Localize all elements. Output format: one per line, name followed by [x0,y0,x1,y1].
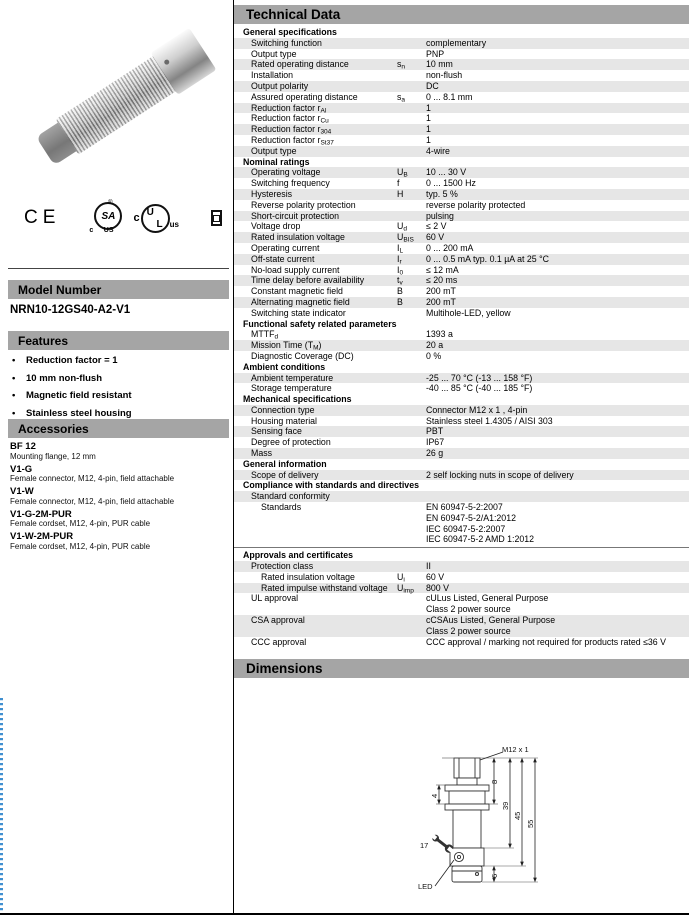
spec-symbol: $s_a$ [397,91,406,104]
spec-symbol [397,502,426,545]
spec-value: 1 [426,102,431,113]
spec-symbol [397,200,426,211]
spec-row [234,92,689,103]
spec-value: 0 ... 200 mA [426,242,474,253]
section-divider-line [234,547,689,548]
spec-row [234,502,689,545]
spec-value: ≤ 2 V [426,221,447,232]
spec-row [234,351,689,362]
accessories-list [10,442,228,555]
spec-symbol: $s_n$ [397,59,406,71]
spec-row [234,254,689,265]
spec-symbol: $t_v$ [397,275,403,287]
spec-row [234,426,689,437]
spec-label: Switching frequency [251,178,330,189]
spec-row [234,583,689,594]
dim-4: 4 [430,793,439,798]
spec-value: PBT [426,426,444,437]
accessory-desc: Female cordset, M12, 4-pin, PUR cable [10,519,151,528]
thread-size-label: M12 x 1 [502,745,529,754]
bullet-icon: • [12,390,16,401]
accessory-desc: Female cordset, M12, 4-pin, PUR cable [10,541,151,551]
spec-label: Storage temperature [251,383,332,394]
spec-row [234,146,689,157]
accessory-desc: Female connector, M12, 4-pin, field attachable [10,474,175,483]
spec-symbol: H [397,188,404,199]
dimensions-header: Dimensions [234,659,689,678]
feature-item [12,390,227,401]
spec-label: Assured operating distance [251,91,358,102]
model-number-header: Model Number [8,280,229,299]
accessory-name: V1-W [10,486,34,497]
dim-8: 8 [490,779,499,784]
spec-symbol [397,373,426,384]
spec-symbol: $I_L$ [397,242,404,255]
csa-mark-icon: SA c US ® [90,200,111,236]
spec-section-header: Ambient conditions [243,361,326,372]
accessory-item [10,487,228,506]
spec-label: Reduction factor $r_{St37}$ [251,134,334,147]
spec-value: II [426,561,431,572]
spec-row [234,59,689,70]
spec-row [234,561,689,572]
spec-value: CCC approval / marking not required for products rated ≤36 V [426,636,667,647]
spec-label: Standard conformity [251,491,330,502]
spec-symbol [397,383,426,394]
spec-label: Rated operating distance [251,59,349,70]
spec-label: Reduction factor $r_{304}$ [251,124,332,136]
spec-row [234,297,689,308]
left-edge-vertical-text [0,698,3,913]
spec-row [234,340,689,351]
spec-value: PNP [426,48,445,59]
spec-label: Scope of delivery [251,469,319,480]
feature-item [12,373,227,384]
spec-symbol [397,615,426,637]
spec-value: 0 ... 1500 Hz [426,178,476,189]
spec-value: 26 g [426,448,444,459]
spec-symbol [397,103,426,114]
spec-value: 200 mT [426,286,456,297]
spec-value: non-flush [426,70,463,81]
spec-label: Hysteresis [251,188,293,199]
spec-label: Connection type [251,404,315,415]
spec-value: 800 V [426,582,449,593]
spec-row [234,383,689,394]
accessories-header: Accessories [8,419,229,438]
spec-value-line: IEC 60947-5-2:2007 [426,523,506,534]
spec-value: 60 V [426,232,445,243]
spec-label: Output type [251,48,297,59]
technical-data-panel [234,5,689,647]
spec-symbol [397,448,426,459]
feature-text: 10 mm non-flush [26,372,103,384]
spec-symbol [397,426,426,437]
sensor-image [30,25,218,174]
spec-label: Off-state current [251,253,315,264]
accessory-item [10,532,228,551]
spec-row [234,593,689,615]
spec-label: No-load supply current [251,264,340,275]
dim-6: 6 [490,873,499,878]
spec-symbol: $I_0$ [397,264,404,277]
dim-45: 45 [513,811,522,820]
spec-row [234,221,689,232]
spec-row [234,81,689,92]
accessory-item [10,510,228,529]
spec-symbol [397,135,426,146]
feature-item [12,408,227,419]
spec-label: Housing material [251,415,318,426]
feature-text: Magnetic field resistant [26,390,132,401]
spec-section-header: Mechanical specifications [243,394,352,405]
spec-value-line: EN 60947-5-2:2007 [426,502,503,513]
spec-symbol [397,49,426,60]
spec-value: IP67 [426,437,445,448]
spec-value: pulsing [426,210,454,221]
dimension-drawing [398,740,593,912]
spec-label: CSA approval [251,615,305,626]
spec-row [234,167,689,178]
feature-item [12,355,227,366]
ce-mark-icon: CE [24,207,61,228]
spec-symbol [397,81,426,92]
spec-value: 1 [426,124,431,135]
spec-symbol: B [397,296,403,307]
spec-label: Reverse polarity protection [251,199,356,210]
spec-row [234,373,689,384]
cul-mark-icon: c U L us [134,204,179,233]
spec-symbol [397,211,426,222]
spec-symbol [397,491,426,502]
spec-row [234,124,689,135]
spec-symbol: $U_{BIS}$ [397,232,414,244]
spec-row [234,49,689,60]
product-photo [22,10,227,188]
spec-row [234,265,689,276]
spec-row [234,211,689,222]
bullet-icon: • [12,407,16,419]
spec-label: Rated insulation voltage [261,571,355,582]
wrench-size-label: 17 [420,841,429,850]
spec-value-line: Class 2 power source [426,604,511,615]
spec-symbol: $I_r$ [397,253,402,266]
spec-section-header: Approvals and certificates [243,550,353,561]
page-bottom-rule [0,913,689,915]
spec-value: Connector M12 x 1 , 4-pin [426,404,528,415]
spec-label: Rated impulse withstand voltage [261,582,388,593]
spec-value: 2 self locking nuts in scope of delivery [426,469,574,480]
spec-value-line: Class 2 power source [426,625,511,636]
spec-label: Constant magnetic field [251,286,343,297]
spec-value: Multihole-LED, yellow [426,307,511,318]
spec-row [234,572,689,583]
spec-value: 1 [426,113,431,124]
spec-label: Alternating magnetic field [251,296,350,307]
spec-value: 0 ... 8.1 mm [426,91,473,102]
spec-label: Diagnostic Coverage (DC) [251,350,354,361]
spec-row [234,189,689,200]
spec-row [234,243,689,254]
spec-label: Rated insulation voltage [251,232,345,243]
protection-class-ii-icon [211,210,222,226]
spec-value-line: IEC 60947-5-2 AMD 1:2012 [426,534,535,545]
spec-section-header: General specifications [243,27,337,37]
spec-value: typ. 5 % [426,188,458,199]
spec-symbol [397,593,426,615]
spec-label: Voltage drop [251,221,301,232]
spec-row [234,470,689,481]
tech-table [234,27,689,647]
spec-label: Mass [251,448,273,459]
spec-row [234,232,689,243]
spec-value: 4-wire [426,145,450,156]
spec-value: 20 a [426,340,444,351]
spec-label: Reduction factor $r_{Al}$ [251,102,327,115]
dim-39: 39 [501,801,510,810]
spec-label: CCC approval [251,636,307,647]
spec-value: 0 % [426,350,442,361]
accessory-name: V1-W-2M-PUR [10,531,74,542]
spec-symbol: $U_d$ [397,221,407,233]
spec-value [426,615,689,637]
spec-label: Mission Time $(T_M)$ [251,340,322,352]
spec-label: Degree of protection [251,437,331,448]
spec-row [234,615,689,637]
features-list [12,355,227,425]
spec-row [234,329,689,340]
spec-symbol [397,405,426,416]
spec-value-line: cCSAus Listed, General Purpose [426,615,556,626]
spec-label: Output polarity [251,80,309,91]
spec-symbol: $U_i$ [397,571,405,584]
spec-row [234,405,689,416]
spec-section-header: Functional safety related parameters [243,318,397,329]
spec-symbol: $U_B$ [397,167,408,179]
spec-symbol [397,38,426,49]
technical-data-header: Technical Data [234,5,689,24]
accessory-name: V1-G [10,463,33,475]
spec-symbol [397,416,426,427]
feature-text: Reduction factor = 1 [26,355,118,366]
spec-value: 60 V [426,571,445,582]
spec-value: ≤ 20 ms [426,275,458,286]
feature-text: Stainless steel housing [26,407,132,419]
spec-value [426,491,689,502]
spec-row [234,178,689,189]
spec-label: Time delay before availability [251,275,365,286]
spec-value: 10 mm [426,59,453,70]
spec-row [234,38,689,49]
model-number-value: NRN10-12GS40-A2-V1 [10,304,131,316]
spec-value: 0 ... 0.5 mA typ. 0.1 µA at 25 °C [426,253,550,264]
spec-value: complementary [426,37,487,48]
spec-symbol [397,146,426,157]
spec-value: ≤ 12 mA [426,264,459,275]
spec-row [234,448,689,459]
spec-row [234,637,689,648]
spec-symbol [397,351,426,362]
accessory-item [10,465,228,484]
spec-symbol [397,561,426,572]
spec-label: Installation [251,70,294,81]
accessory-name: V1-G-2M-PUR [10,508,72,520]
spec-value: DC [426,80,439,91]
spec-label: Switching state indicator [251,307,346,318]
spec-row [234,308,689,319]
spec-label: Output type [251,145,297,156]
bullet-icon: • [12,372,16,384]
spec-symbol [397,340,426,351]
spec-row [234,135,689,146]
spec-label: Standards [261,502,302,513]
spec-value: -25 ... 70 °C (-13 ... 158 °F) [426,372,533,383]
spec-label: Switching function [251,37,322,48]
spec-section-header: Compliance with standards and directives [243,480,419,491]
spec-value-line: cULus Listed, General Purpose [426,593,549,604]
spec-label: Operating voltage [251,167,321,178]
spec-value: reverse polarity protected [426,199,526,210]
spec-symbol [397,470,426,481]
features-header: Features [8,331,229,350]
spec-value: Stainless steel 1.4305 / AISI 303 [426,415,553,426]
spec-row [234,200,689,211]
spec-symbol: B [397,286,403,297]
spec-value-line: EN 60947-5-2/A1:2012 [426,512,516,523]
spec-row [234,70,689,81]
spec-symbol [397,437,426,448]
spec-value [426,593,689,615]
spec-value: 1 [426,134,431,145]
spec-symbol [397,113,426,124]
bullet-icon: • [12,355,16,366]
accessory-item [10,442,228,461]
led-label: LED [418,882,433,891]
spec-label: Operating current [251,242,320,253]
accessory-desc: Female connector, M12, 4-pin, field attachable [10,496,175,506]
spec-symbol [397,308,426,319]
spec-symbol: $U_{imp}$ [397,582,414,595]
spec-label: $MTTF_d$ [251,329,279,341]
dim-55: 55 [526,819,535,828]
certification-marks [24,198,222,238]
spec-symbol [397,70,426,81]
spec-label: Reduction factor $r_{Cu}$ [251,113,329,125]
spec-label: Sensing face [251,426,302,437]
spec-symbol: f [397,178,400,189]
spec-symbol [397,637,426,648]
spec-value: 1393 a [426,329,453,340]
spec-symbol [397,124,426,135]
left-section-divider [8,268,229,269]
spec-row [234,113,689,124]
spec-label: Short-circuit protection [251,210,340,221]
spec-value: 200 mT [426,296,456,307]
spec-label: Ambient temperature [251,372,334,383]
spec-row [234,491,689,502]
spec-label: UL approval [251,593,299,604]
spec-section-header: Nominal ratings [243,156,310,167]
accessory-desc: Mounting flange, 12 mm [10,451,96,461]
spec-value [426,502,689,545]
spec-symbol [397,329,426,340]
spec-label: Protection class [251,561,314,572]
spec-row [234,286,689,297]
accessory-name: BF 12 [10,441,36,452]
spec-section-header: General information [243,458,327,469]
wrench-icon [430,832,456,855]
spec-row [234,416,689,427]
spec-row [234,437,689,448]
spec-row [234,275,689,286]
spec-value: 10 ... 30 V [426,167,467,178]
spec-value: -40 ... 85 °C (-40 ... 185 °F) [426,383,533,394]
spec-row [234,103,689,114]
